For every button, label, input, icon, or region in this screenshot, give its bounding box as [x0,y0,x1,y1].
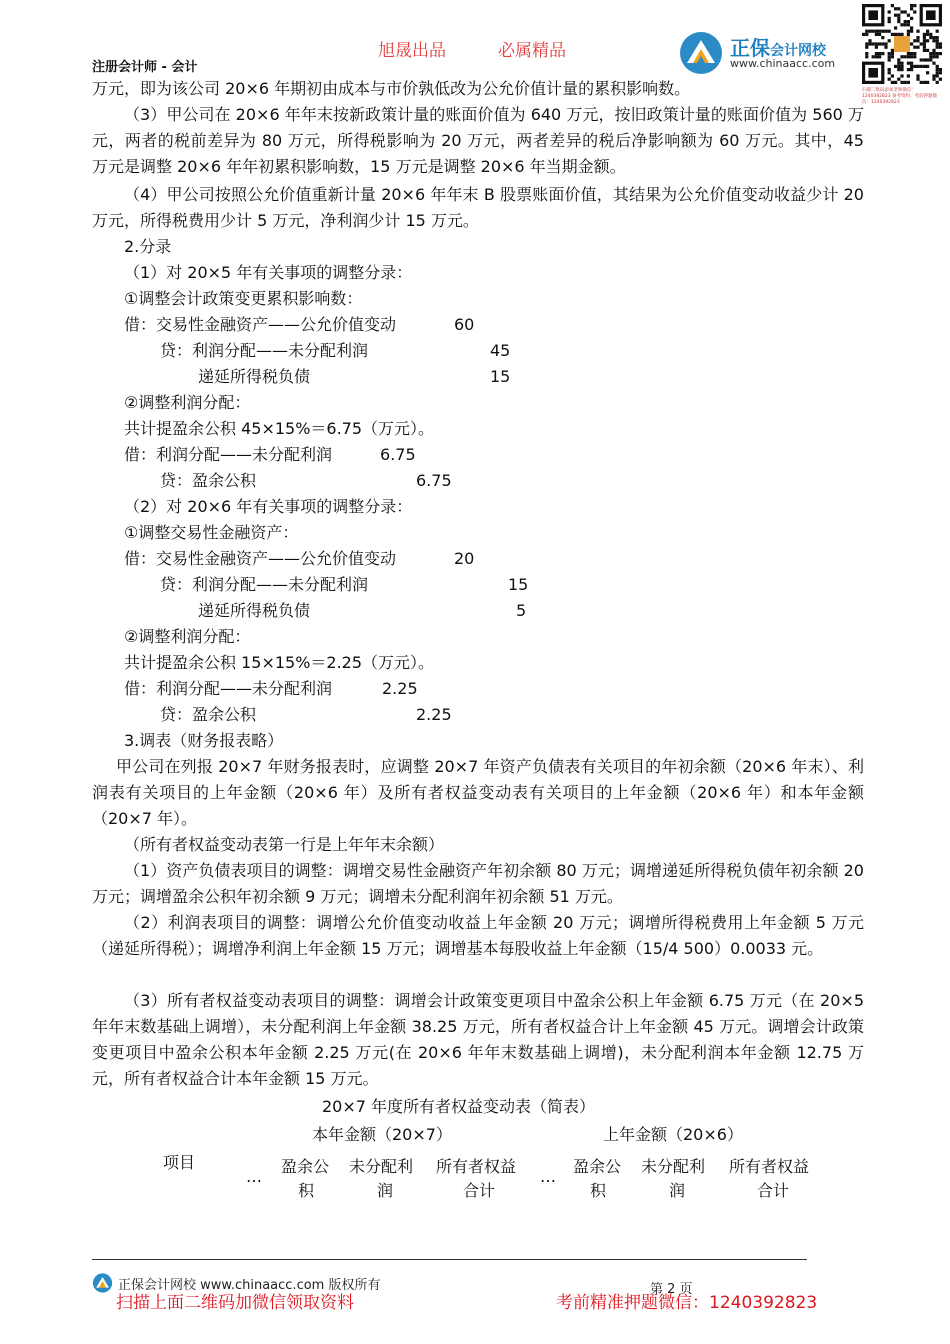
footer-page-number: 第 2 页 [650,1282,693,1297]
table-header-last-year: 上年金额（20×6） [603,1125,743,1144]
logo-url: www.chinaacc.com [730,57,836,70]
col-undistributed: 润 [669,1181,686,1200]
paragraph: （4）甲公司按照公允价值重新计量 20×6 年年末 B 股票账面价值，其结果为公允价值变动收益少计 20 万元，所得税费用少计 5 万元，净利润少计 15 万元。 [92,185,864,230]
col-equity-total: 所有者权益 [729,1157,810,1176]
paragraph: （2）利润表项目的调整：调增公允价值变动收益上年金额 20 万元；调增所得税费用上年金额 5 万元（递延所得税）；调增净利润上年金额 15 万元；调增基本每股收益上年金额（15/4 500）0.0033 元。 [92,913,864,958]
footer-copyright: 正保会计网校 www.chinaacc.com 版权所有 [118,1278,381,1293]
col-undistributed: 润 [377,1181,394,1200]
col-equity-total: 合计 [757,1181,790,1200]
journal-amount: 6.75 [416,471,452,490]
table-ellipsis: … [246,1167,262,1186]
journal-amount: 15 [508,575,529,594]
paragraph: 甲公司在列报 20×7 年财务报表时，应调整 20×7 年资产负债表有关项目的年初余额（20×6 年末）、利润表有关项目的上年金额（20×6 年）及所有者权益变动表有关项目的上年金额（20×6 年）和本年金额（20×7 年）。 [92,757,864,828]
journal-credit-account: 贷：利润分配——未分配利润 [160,575,369,594]
footer-wechat-promo: 考前精准押题微信：1240392823 [556,1293,818,1313]
journal-debit-account: 借：利润分配——未分配利润 [124,445,333,464]
journal-debit-account: 借：交易性金融资产——公允价值变动 [124,549,397,568]
paragraph: （3）甲公司在 20×6 年年末按新政策计量的账面价值为 640 万元，按旧政策计量的账面价值为 560 万元，两者的税前差异为 80 万元，所得税影响为 20 万元，两者差异的税后净影响额为 60 万元。其中，45 万元是调整 20×6 年年初累积影响数，15 万元是调整 20×6 年当期金额。 [92,105,864,176]
paragraph: （3）所有者权益变动表项目的调整：调增会计政策变更项目中盈余公积上年金额 6.75 万元（在 20×5 年年末数基础上调增），未分配利润上年金额 38.25 万元，所有者权益合计上年金额 45 万元。调增会计政策变更项目中盈余公积本年金额 2.25 万元(在 20×6 年年末数基础上调增)，未分配利润本年金额 12.75 万元，所有者权益合计本年金额 15 万元。 [92,991,864,1088]
subsection-heading: （2）对 20×6 年有关事项的调整分录： [124,497,413,516]
chinaacc-logo [678,30,860,76]
header-brand-right: 必属精品 [498,41,566,61]
col-surplus: 盈余公 [281,1157,330,1176]
journal-credit-account: 递延所得税负债 [198,367,311,386]
text-line: 万元，即为该公司 20×6 年期初由成本与市价孰低改为公允价值计量的累积影响数。 [92,79,691,98]
text-line: ①调整交易性金融资产： [124,523,299,542]
col-surplus: 盈余公 [573,1157,622,1176]
col-undistributed: 未分配利 [349,1157,414,1176]
journal-credit-account: 递延所得税负债 [198,601,311,620]
journal-credit-account: 贷：盈余公积 [160,705,257,724]
footer-qr-promo: 扫描上面二维码加微信领取资料 [116,1293,354,1313]
col-surplus: 积 [298,1181,315,1200]
logo-name-small: 会计网校 [770,43,826,59]
journal-credit-account: 贷：利润分配——未分配利润 [160,341,369,360]
subsection-heading: （1）对 20×5 年有关事项的调整分录： [124,263,413,282]
table-header-item: 项目 [163,1153,196,1172]
header-brand-left: 旭晟出品 [378,41,446,61]
text-line: （所有者权益变动表第一行是上年年末余额） [124,835,445,854]
text-line: ②调整利润分配： [124,627,251,646]
text-line: 共计提盈余公积 15×15%＝2.25（万元）。 [124,653,435,672]
text-line: ①调整会计政策变更累积影响数： [124,289,363,308]
journal-debit-account: 借：利润分配——未分配利润 [124,679,333,698]
journal-amount: 45 [490,341,511,360]
wechat-qr-code-icon [862,4,942,84]
logo-name: 正保 [730,36,770,60]
qr-caption: 扫描二维码添加老师微信：1240392823 备考资料、考前押题微信：1240392823 [862,88,938,105]
journal-amount: 60 [454,315,475,334]
journal-amount: 2.25 [416,705,452,724]
text-line: ②调整利润分配： [124,393,251,412]
table-ellipsis: … [540,1167,556,1186]
journal-amount: 20 [454,549,475,568]
journal-amount: 6.75 [380,445,416,464]
footer-logo-icon [92,1272,114,1294]
col-surplus: 积 [590,1181,607,1200]
logo-emblem-icon [678,30,726,76]
subject-title: 注册会计师 - 会计 [92,60,198,75]
journal-amount: 2.25 [382,679,418,698]
journal-amount: 15 [490,367,511,386]
footer-divider [92,1259,807,1260]
paragraph: （1）资产负债表项目的调整：调增交易性金融资产年初余额 80 万元；调增递延所得税负债年初余额 20 万元；调增盈余公积年初余额 9 万元；调增未分配利润年初余额 51 万元。 [92,861,864,906]
table-header-this-year: 本年金额（20×7） [312,1125,452,1144]
journal-debit-account: 借：交易性金融资产——公允价值变动 [124,315,397,334]
section-heading: 2.分录 [124,237,172,256]
table-title: 20×7 年度所有者权益变动表（简表） [322,1097,596,1116]
col-undistributed: 未分配利 [641,1157,706,1176]
col-equity-total: 合计 [463,1181,496,1200]
section-heading: 3.调表（财务报表略） [124,731,284,750]
journal-amount: 5 [516,601,527,620]
text-line: 共计提盈余公积 45×15%＝6.75（万元）。 [124,419,435,438]
journal-credit-account: 贷：盈余公积 [160,471,257,490]
col-equity-total: 所有者权益 [436,1157,517,1176]
